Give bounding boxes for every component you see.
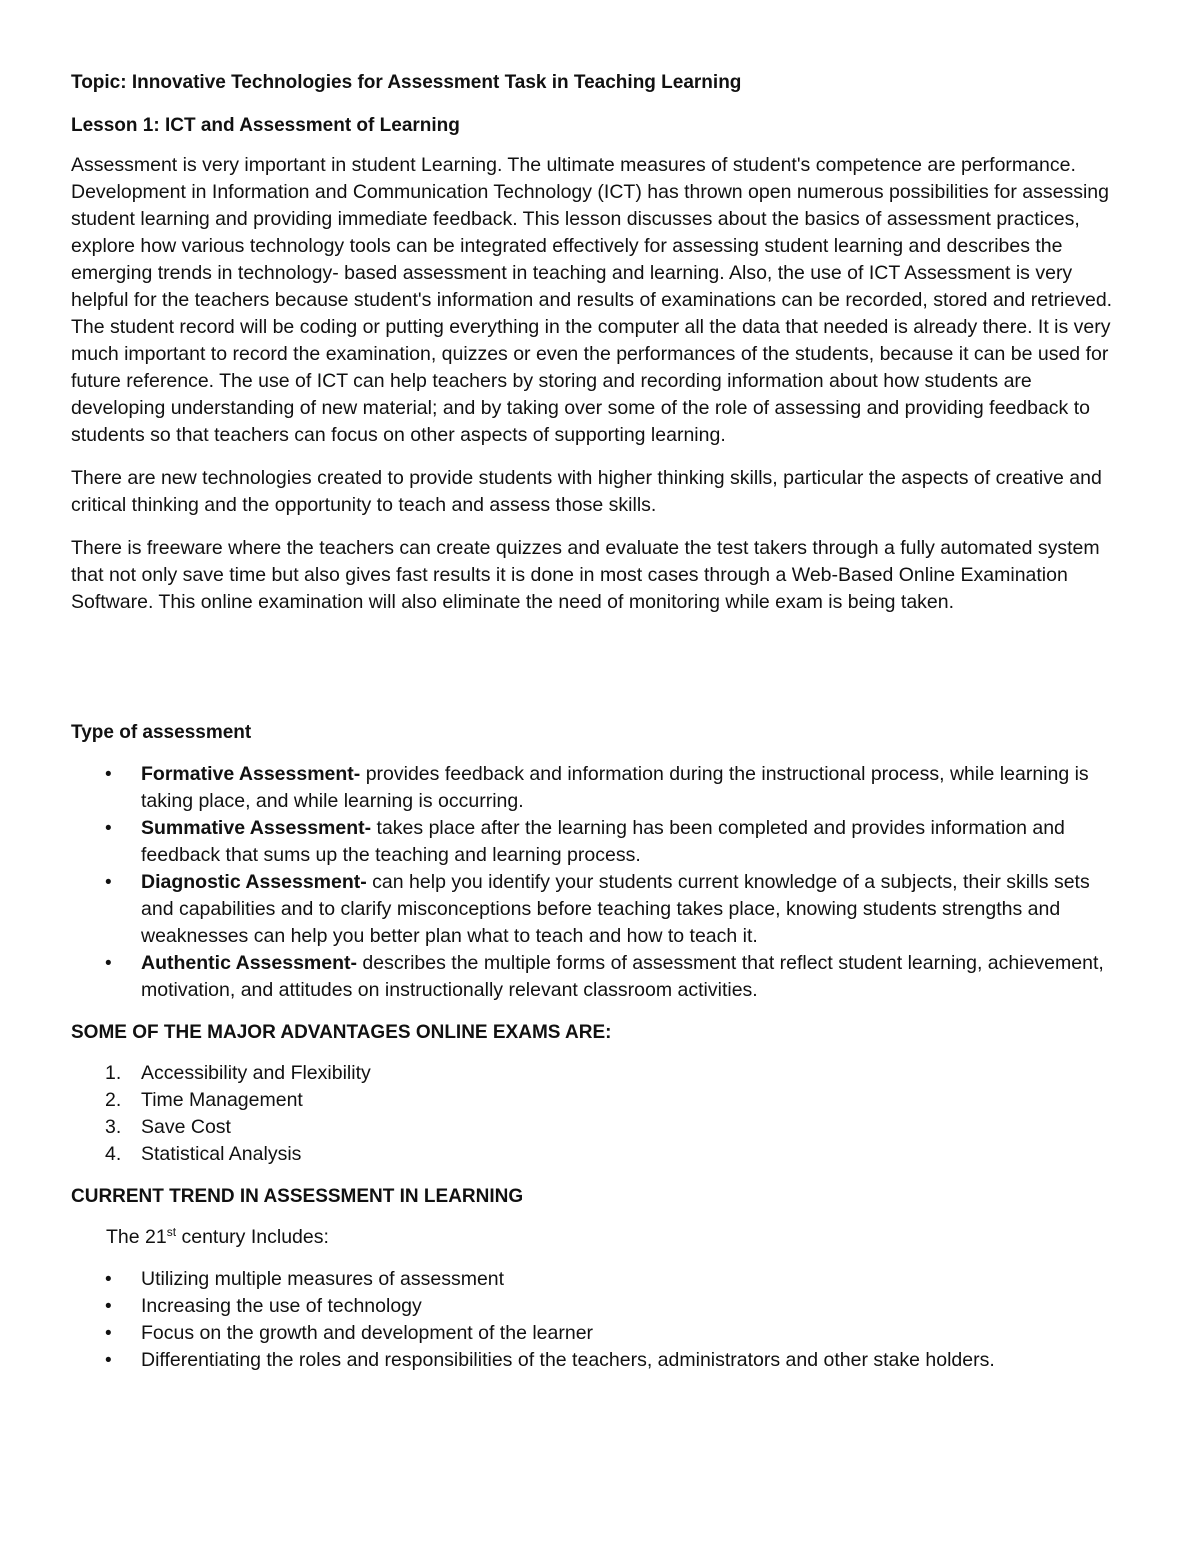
ordinal-superscript: st [166,1225,177,1239]
freeware-paragraph: There is freeware where the teachers can create quizzes and evaluate the test takers through a fully automated system that not only save time but also gives fast results it is done in most cases through a Web-Based Online Examination Software. This online examination will also eliminate the need of monitoring while exam is being taken. [71,537,1100,613]
advantage-text: Accessibility and Flexibility [141,1062,371,1084]
bullet-icon: • [105,872,112,893]
list-number: 1. [105,1062,122,1084]
bullet-icon: • [105,953,112,974]
list-item [71,869,1124,950]
bullet-icon: • [105,818,112,839]
trend-heading: CURRENT TREND IN ASSESSMENT IN LEARNING [71,1186,524,1207]
assessment-description: takes place after the learning has been completed and provides information and feedback that sums up the teaching and learning process. [141,817,1065,866]
list-item [71,950,1124,1004]
list-item [71,1087,1124,1114]
trends-list [71,1266,1124,1374]
advantage-text: Statistical Analysis [141,1143,302,1165]
bullet-icon: • [105,1350,112,1371]
list-number: 3. [105,1116,122,1138]
technologies-paragraph: There are new technologies created to provide students with higher thinking skills, particular the aspects of creative and critical thinking and the opportunity to teach and assess those skills. [71,467,1102,516]
advantage-text: Save Cost [141,1116,231,1138]
list-item [71,1320,1124,1347]
bullet-icon: • [105,764,112,785]
trend-text: Differentiating the roles and responsibilities of the teachers, administrators and other stake holders. [141,1349,995,1371]
advantages-heading: SOME OF THE MAJOR ADVANTAGES ONLINE EXAMS ARE: [71,1022,612,1043]
assessment-term: Diagnostic Assessment- [141,871,367,893]
list-item [71,1266,1124,1293]
list-item [71,1347,1124,1374]
list-item [71,1060,1124,1087]
list-number: 2. [105,1089,122,1111]
century-text-rest: century Includes: [176,1226,329,1248]
trend-text: Increasing the use of technology [141,1295,422,1317]
bullet-icon: • [105,1269,112,1290]
list-item [71,1293,1124,1320]
trend-text: Focus on the growth and development of the learner [141,1322,594,1344]
assessment-types-heading: Type of assessment [71,722,252,743]
assessment-term: Summative Assessment- [141,817,372,839]
advantages-list [71,1060,1124,1168]
bullet-icon: • [105,1296,112,1317]
intro-paragraph: Assessment is very important in student Learning. The ultimate measures of student's competence are performance. Development in Information and Communication Technology (ICT) has thrown open numerous possibilities for assessing student learning and providing immediate feedback. This lesson discusses about the basics of assessment practices, explore how various technology tools can be integrated effectively for assessing student learning and describes the emerging trends in technology- based assessment in teaching and learning. Also, the use of ICT Assessment is very helpful for the teachers because student's information and results of examinations can be recorded, stored and retrieved. The student record will be coding or putting everything in the computer all the data that needed is already there. It is very much important to record the examination, quizzes or even the performances of the students, because it can be used for future reference. The use of ICT can help teachers by storing and recording information about how students are developing understanding of new material; and by taking over some of the role of assessing and providing feedback to students so that teachers can focus on other aspects of supporting learning. [71,154,1113,446]
list-item [71,1114,1124,1141]
assessment-description: provides feedback and information during the instructional process, while learning is taking place, and while learning is occurring. [141,763,1089,812]
topic-heading: Topic: Innovative Technologies for Assessment Task in Teaching Learning [71,72,742,93]
century-intro [71,1224,1124,1251]
assessment-term: Formative Assessment- [141,763,361,785]
trend-text: Utilizing multiple measures of assessment [141,1268,505,1290]
assessment-description: can help you identify your students current knowledge of a subjects, their skills sets and capabilities and to clarify misconceptions before teaching takes place, knowing students strengths and weaknesses can help you better plan what to teach and how to teach it. [141,871,1090,947]
lesson-heading: Lesson 1: ICT and Assessment of Learning [71,115,460,136]
list-item [71,815,1124,869]
list-item [71,761,1124,815]
assessment-types-list [71,761,1124,1004]
list-item [71,1141,1124,1168]
bullet-icon: • [105,1323,112,1344]
advantage-text: Time Management [141,1089,303,1111]
assessment-description: describes the multiple forms of assessment that reflect student learning, achievement, motivation, and attitudes on instructionally relevant classroom activities. [141,952,1104,1001]
century-text: The 21 [106,1226,167,1248]
list-number: 4. [105,1143,122,1165]
assessment-term: Authentic Assessment- [141,952,357,974]
